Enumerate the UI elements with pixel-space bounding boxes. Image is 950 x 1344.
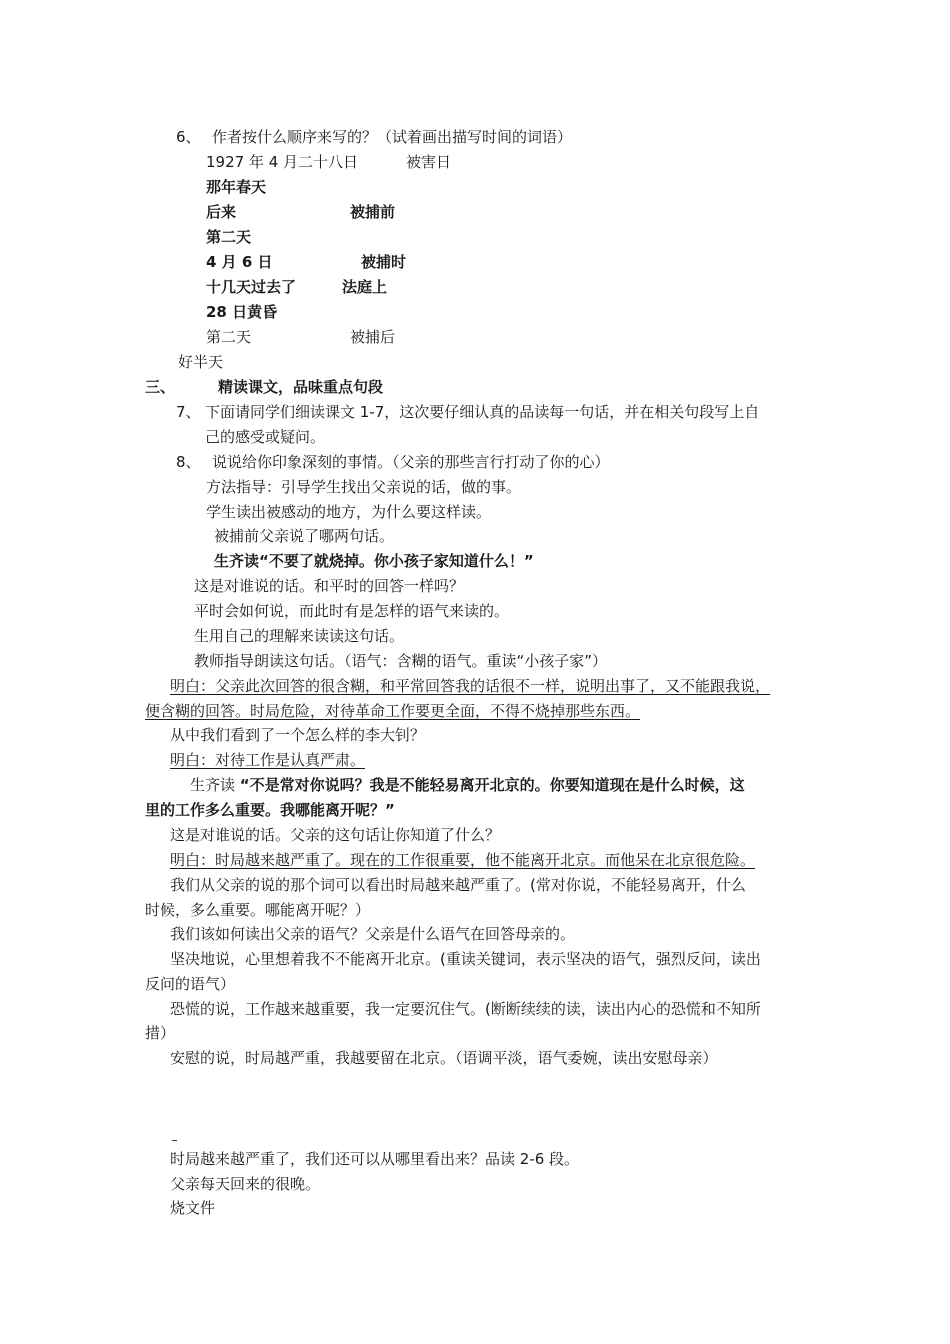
body-line-18: 时候，多么重要。哪能离开呢？） xyxy=(145,901,371,919)
body-line-20: 坚决地说，心里想着我不不能离开北京。(重读关键词，表示坚决的语气，强烈反问，读出 xyxy=(170,950,761,968)
timeline-time-8: 第二天 xyxy=(206,328,252,346)
body-line-23: 措） xyxy=(145,1024,176,1042)
body-line-15: 这是对谁说的话。父亲的这句话让你知道了什么？ xyxy=(170,826,501,844)
q6-number: 6、 xyxy=(176,128,201,146)
body-line-21: 反问的语气） xyxy=(145,975,236,993)
q6-text: 作者按什么顺序来写的？（试着画出描写时间的词语） xyxy=(212,128,573,146)
q7-number: 7、 xyxy=(176,403,201,421)
body-line-25: 时局越来越严重了，我们还可以从哪里看出来？品读 2-6 段。 xyxy=(170,1150,580,1168)
body-line-14: 里的工作多么重要。我哪能离开呢？” xyxy=(145,801,395,819)
body-line-5: 这是对谁说的话。和平时的回答一样吗？ xyxy=(194,577,465,595)
body-line-24: 安慰的说，时局越严重，我越要留在北京。（语调平淡，语气委婉，读出安慰母亲） xyxy=(170,1049,718,1067)
body-line-13 xyxy=(190,774,745,796)
body-line-4: 生齐读“不要了就烧掉。你小孩子家知道什么！” xyxy=(214,552,534,570)
q7-line-1: 下面请同学们细读课文 1-7，这次要仔细认真的品读每一句话，并在相关句段写上自 xyxy=(205,403,760,421)
timeline-time-3: 后来 xyxy=(206,203,237,221)
body-line-27: 烧文件 xyxy=(170,1199,216,1217)
timeline-event-1: 被害日 xyxy=(406,153,452,171)
q8-number: 8、 xyxy=(176,453,201,471)
timeline-time-5: 4 月 6 日 xyxy=(206,253,273,271)
timeline-time-6: 十几天过去了 xyxy=(206,278,297,296)
timeline-event-6: 法庭上 xyxy=(342,278,388,296)
body-line-7: 生用自己的理解来读读这句话。 xyxy=(194,627,405,645)
divider-mark xyxy=(172,1140,177,1141)
section-title: 精读课文，品味重点句段 xyxy=(218,378,384,396)
body-line-8: 教师指导朗读这句话。（语气：含糊的语气。重读“小孩子家”） xyxy=(194,652,608,670)
timeline-time-7: 28 日黄昏 xyxy=(206,303,278,321)
timeline-time-2: 那年春天 xyxy=(206,178,267,196)
body-line-10: 便含糊的回答。时局危险，对待革命工作要更全面，不得不烧掉那些东西。 xyxy=(145,702,641,720)
body-line-6: 平时会如何说，而此时有是怎样的语气来读的。 xyxy=(194,602,510,620)
body-line-12: 明白：对待工作是认真严肃。 xyxy=(170,751,366,769)
section-number: 三、 xyxy=(145,378,176,396)
body-line-16: 明白：时局越来越严重了。现在的工作很重要，他不能离开北京。而他呆在北京很危险。 xyxy=(170,851,756,869)
body-line-13-prefix: 生齐读 xyxy=(190,776,236,794)
q8-text: 说说给你印象深刻的事情。（父亲的那些言行打动了你的心） xyxy=(212,453,610,471)
timeline-time-9: 好半天 xyxy=(178,353,224,371)
body-line-13-quote: “不是常对你说吗？我是不能轻易离开北京的。你要知道现在是什么时候，这 xyxy=(239,776,745,794)
timeline-event-5: 被捕时 xyxy=(361,253,407,271)
body-line-22: 恐慌的说，工作越来越重要，我一定要沉住气。(断断续续的读，读出内心的恐慌和不知所 xyxy=(170,1000,761,1018)
timeline-time-4: 第二天 xyxy=(206,228,252,246)
body-line-11: 从中我们看到了一个怎么样的李大钊？ xyxy=(170,726,426,744)
body-line-2: 学生读出被感动的地方，为什么要这样读。 xyxy=(206,503,492,521)
body-line-1: 方法指导：引导学生找出父亲说的话，做的事。 xyxy=(206,478,522,496)
timeline-event-8: 被捕后 xyxy=(350,328,396,346)
q7-line-2: 己的感受或疑问。 xyxy=(205,428,326,446)
body-line-19: 我们该如何读出父亲的语气？父亲是什么语气在回答母亲的。 xyxy=(170,925,576,943)
timeline-time-1: 1927 年 4 月二十八日 xyxy=(206,153,359,171)
body-line-17: 我们从父亲的说的那个词可以看出时局越来越严重了。(常对你说，不能轻易离开，什么 xyxy=(170,876,746,894)
timeline-event-3: 被捕前 xyxy=(350,203,396,221)
body-line-9: 明白：父亲此次回答的很含糊，和平常回答我的话很不一样，说明出事了，又不能跟我说， xyxy=(170,677,771,695)
body-line-3: 被捕前父亲说了哪两句话。 xyxy=(214,527,395,545)
body-line-26: 父亲每天回来的很晚。 xyxy=(170,1175,321,1193)
